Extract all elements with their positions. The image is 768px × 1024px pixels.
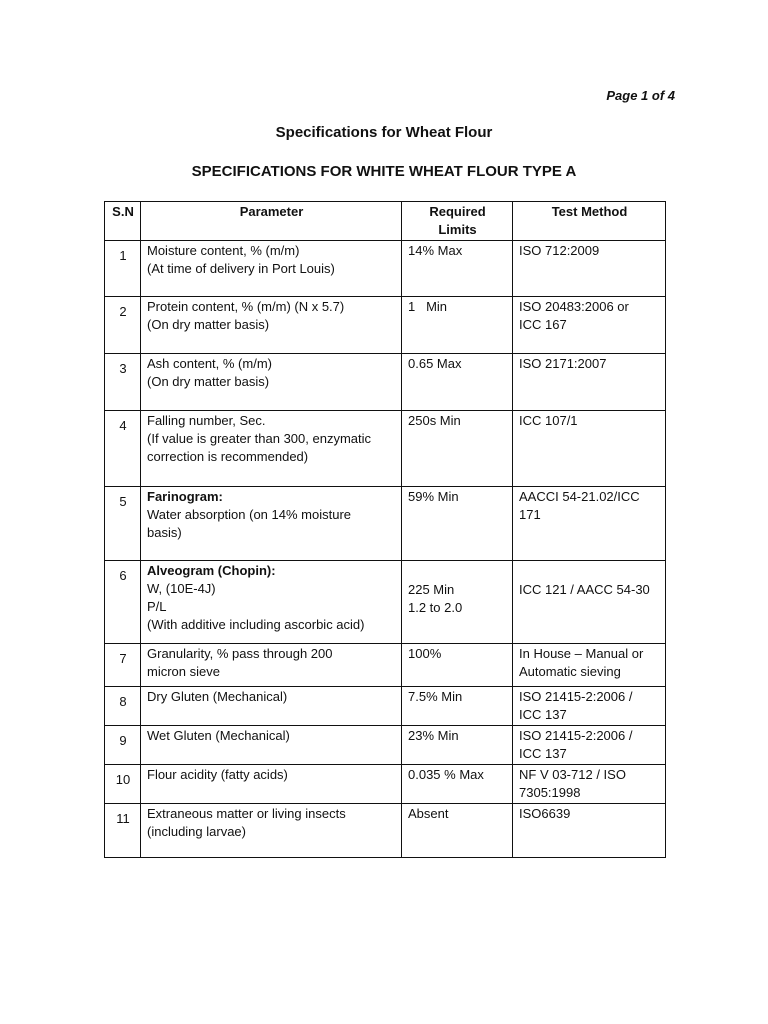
cell-parameter	[141, 804, 402, 858]
specifications-table	[104, 201, 666, 858]
header-limits-line2: Limits	[438, 222, 477, 237]
parameter-line: Flour acidity (fatty acids)	[147, 767, 288, 782]
cell-sn: 10	[105, 765, 141, 804]
header-sn: S.N	[105, 202, 141, 241]
cell-sn: 4	[105, 411, 141, 487]
method-line: ICC 167	[519, 317, 567, 332]
table-row	[105, 765, 666, 804]
parameter-line: Falling number, Sec.	[147, 413, 266, 428]
cell-limit: 23% Min	[402, 726, 513, 765]
header-parameter: Parameter	[141, 202, 402, 241]
cell-parameter	[141, 297, 402, 354]
method-line: ICC 107/1	[519, 413, 578, 428]
parameter-heading: Farinogram:	[147, 489, 223, 504]
cell-method	[513, 411, 666, 487]
parameter-line: Protein content, % (m/m) (N x 5.7)	[147, 299, 345, 314]
parameter-line: (including larvae)	[147, 824, 246, 839]
document-subtitle: SPECIFICATIONS FOR WHITE WHEAT FLOUR TYPE A	[191, 163, 577, 180]
limit-line: 225 Min	[408, 582, 455, 597]
cell-method	[513, 354, 666, 411]
method-line: ISO6639	[519, 806, 571, 821]
header-test-method: Test Method	[513, 202, 666, 241]
cell-method	[513, 726, 666, 765]
method-line: NF V 03-712 / ISO	[519, 767, 626, 782]
cell-parameter	[141, 726, 402, 765]
method-line: ICC 137	[519, 707, 567, 722]
table-row	[105, 726, 666, 765]
cell-limit: Absent	[402, 804, 513, 858]
table-row	[105, 687, 666, 726]
cell-limit	[402, 561, 513, 644]
parameter-line: Granularity, % pass through 200	[147, 646, 333, 661]
cell-parameter	[141, 411, 402, 487]
cell-sn: 2	[105, 297, 141, 354]
method-line: In House – Manual or	[519, 646, 644, 661]
parameter-line: (On dry matter basis)	[147, 374, 270, 389]
method-line: ISO 2171:2007	[519, 356, 607, 371]
cell-limit: 0.65 Max	[402, 354, 513, 411]
cell-limit: 100%	[402, 644, 513, 687]
cell-sn: 3	[105, 354, 141, 411]
parameter-line: correction is recommended)	[147, 449, 309, 464]
cell-limit: 1 Min	[402, 297, 513, 354]
cell-limit: 14% Max	[402, 241, 513, 297]
header-limits	[402, 202, 513, 241]
cell-parameter	[141, 561, 402, 644]
parameter-line: (If value is greater than 300, enzymatic	[147, 431, 372, 446]
parameter-line: Water absorption (on 14% moisture	[147, 507, 352, 522]
table-row	[105, 354, 666, 411]
method-line: ISO 21415-2:2006 /	[519, 728, 633, 743]
cell-limit: 59% Min	[402, 487, 513, 561]
page-number: Page 1 of 4	[606, 88, 675, 103]
method-line: ISO 21415-2:2006 /	[519, 689, 633, 704]
parameter-line: micron sieve	[147, 664, 220, 679]
table-row	[105, 411, 666, 487]
method-line: ISO 712:2009	[519, 243, 600, 258]
table-row	[105, 297, 666, 354]
method-line: AACCI 54-21.02/ICC	[519, 489, 640, 504]
parameter-line: basis)	[147, 525, 182, 540]
table-row	[105, 644, 666, 687]
parameter-line: Extraneous matter or living insects	[147, 806, 346, 821]
parameter-line: Wet Gluten (Mechanical)	[147, 728, 290, 743]
cell-limit: 250s Min	[402, 411, 513, 487]
cell-method	[513, 487, 666, 561]
method-line: ICC 137	[519, 746, 567, 761]
cell-parameter	[141, 241, 402, 297]
parameter-line: (With additive including ascorbic acid)	[147, 617, 365, 632]
table-row	[105, 561, 666, 644]
cell-sn: 11	[105, 804, 141, 858]
cell-limit: 7.5% Min	[402, 687, 513, 726]
table-row	[105, 487, 666, 561]
cell-method	[513, 687, 666, 726]
method-line: ICC 121 / AACC 54-30	[519, 582, 650, 597]
cell-sn: 8	[105, 687, 141, 726]
cell-parameter	[141, 687, 402, 726]
header-limits-line1: Required	[429, 204, 486, 219]
table-row	[105, 804, 666, 858]
cell-method	[513, 561, 666, 644]
parameter-line: Moisture content, % (m/m)	[147, 243, 300, 258]
cell-sn: 5	[105, 487, 141, 561]
method-line: Automatic sieving	[519, 664, 621, 679]
cell-method	[513, 765, 666, 804]
cell-sn: 7	[105, 644, 141, 687]
cell-parameter	[141, 487, 402, 561]
parameter-line: W, (10E-4J)	[147, 581, 216, 596]
cell-parameter	[141, 354, 402, 411]
parameter-heading: Alveogram (Chopin):	[147, 563, 276, 578]
method-line: 7305:1998	[519, 785, 581, 800]
parameter-line: Ash content, % (m/m)	[147, 356, 272, 371]
cell-sn: 9	[105, 726, 141, 765]
method-line: ISO 20483:2006 or	[519, 299, 629, 314]
cell-method	[513, 804, 666, 858]
document-title: Specifications for Wheat Flour	[275, 124, 493, 141]
parameter-line: (At time of delivery in Port Louis)	[147, 261, 335, 276]
cell-sn: 6	[105, 561, 141, 644]
table-row	[105, 241, 666, 297]
parameter-line: P/L	[147, 599, 167, 614]
cell-parameter	[141, 765, 402, 804]
cell-sn: 1	[105, 241, 141, 297]
table-header-row	[105, 202, 666, 241]
cell-parameter	[141, 644, 402, 687]
cell-method	[513, 644, 666, 687]
parameter-line: (On dry matter basis)	[147, 317, 270, 332]
limit-line: 1.2 to 2.0	[408, 600, 463, 615]
cell-method	[513, 297, 666, 354]
method-line: 171	[519, 507, 541, 522]
parameter-line: Dry Gluten (Mechanical)	[147, 689, 288, 704]
cell-method	[513, 241, 666, 297]
cell-limit: 0.035 % Max	[402, 765, 513, 804]
